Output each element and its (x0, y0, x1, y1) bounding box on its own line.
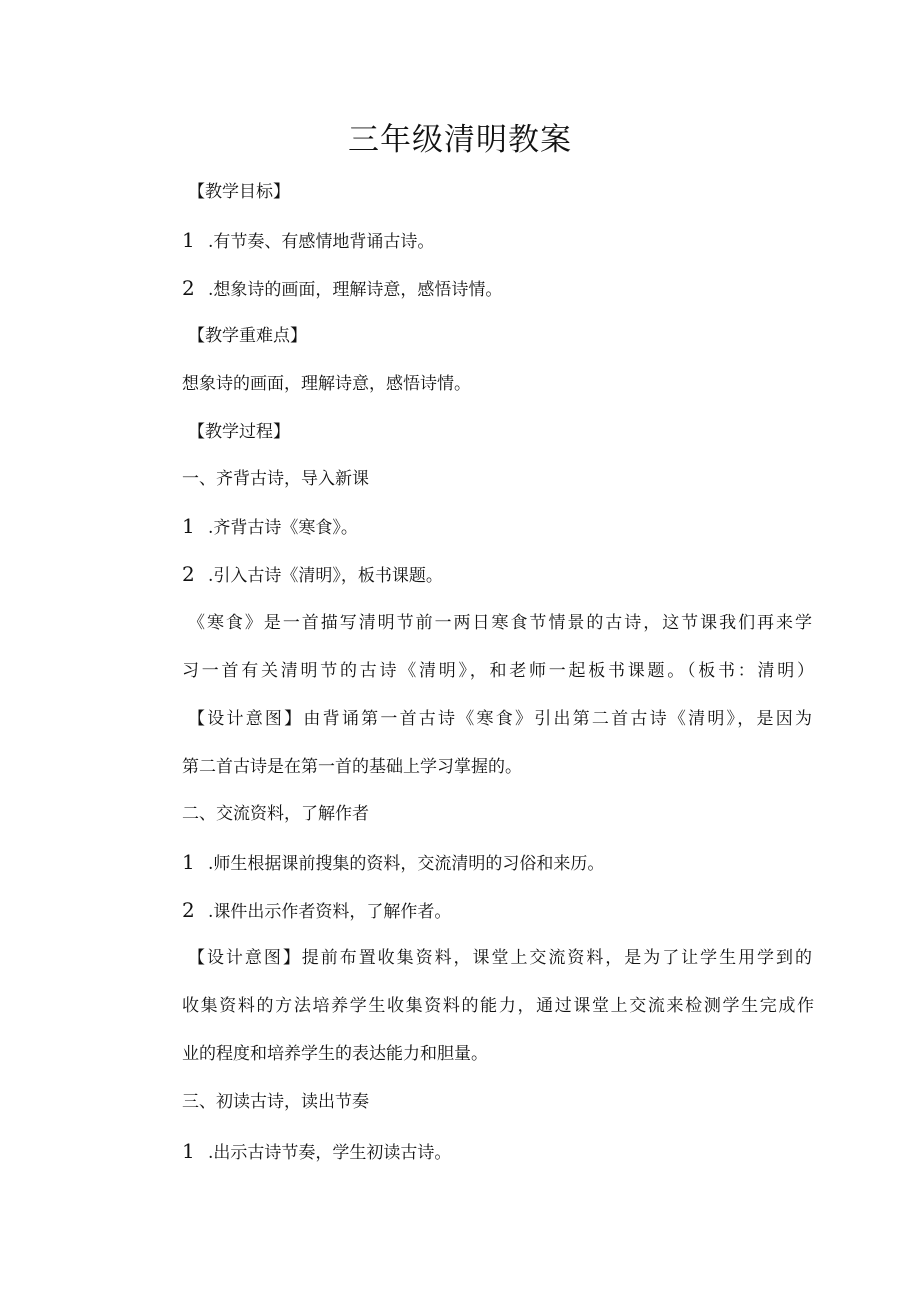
objective-item-2 (182, 276, 814, 302)
section-2-item-1-number: 1 (182, 850, 195, 874)
section-1-item-2 (182, 562, 814, 588)
section-3-item-1-text: .出示古诗节奏，学生初读古诗。 (208, 1143, 452, 1163)
section-1-design-intent-line-2: 第二首古诗是在第一首的基础上学习掌握的。 (182, 757, 522, 777)
section-1-heading: 一、齐背古诗，导入新课 (182, 469, 369, 489)
objective-1-number: 1 (182, 228, 195, 252)
section-2-item-2 (182, 898, 814, 924)
section-3-item-1 (182, 1139, 814, 1165)
section-1-design-intent-line-1: 【设计意图】由背诵第一首古诗《寒食》引出第二首古诗《清明》，是因为 (188, 709, 812, 729)
section-2-design-intent-line-2: 收集资料的方法培养学生收集资料的能力，通过课堂上交流来检测学生完成作 (182, 996, 814, 1016)
section-1-item-1 (182, 514, 814, 540)
section-2-design-intent-line-3: 业的程度和培养学生的表达能力和胆量。 (182, 1044, 488, 1064)
keypoints-heading: 【教学重难点】 (188, 326, 307, 346)
section-1-item-2-text: .引入古诗《清明》，板书课题。 (208, 566, 443, 586)
section-1-item-1-number: 1 (182, 514, 195, 538)
section-2-item-2-text: .课件出示作者资料，了解作者。 (208, 902, 452, 922)
section-2-design-intent-line-1: 【设计意图】提前布置收集资料，课堂上交流资料，是为了让学生用学到的 (188, 948, 812, 968)
section-1-paragraph-line-1: 《寒食》是一首描写清明节前一两日寒食节情景的古诗，这节课我们再来学 (188, 613, 812, 633)
section-2-item-2-number: 2 (182, 898, 195, 922)
section-2-heading: 二、交流资料，了解作者 (182, 804, 369, 824)
objective-2-text: .想象诗的画面，理解诗意，感悟诗情。 (208, 280, 503, 300)
objective-2-number: 2 (182, 276, 195, 300)
objective-1-text: .有节奏、有感情地背诵古诗。 (208, 232, 435, 252)
objective-item-1 (182, 228, 814, 254)
section-2-item-1-text: .师生根据课前搜集的资料，交流清明的习俗和来历。 (208, 854, 605, 874)
section-3-heading: 三、初读古诗，读出节奏 (182, 1092, 369, 1112)
section-1-paragraph-line-2: 习一首有关清明节的古诗《清明》，和老师一起板书课题。（板书：清明） (182, 661, 814, 681)
section-2-item-1 (182, 850, 814, 876)
keypoints-text: 想象诗的画面，理解诗意，感悟诗情。 (182, 374, 471, 394)
section-3-item-1-number: 1 (182, 1139, 195, 1163)
section-1-item-1-text: .齐背古诗《寒食》。 (208, 518, 358, 538)
process-heading: 【教学过程】 (188, 422, 290, 442)
page-title: 三年级清明教案 (348, 122, 572, 158)
objectives-heading: 【教学目标】 (188, 182, 290, 202)
section-1-item-2-number: 2 (182, 562, 195, 586)
